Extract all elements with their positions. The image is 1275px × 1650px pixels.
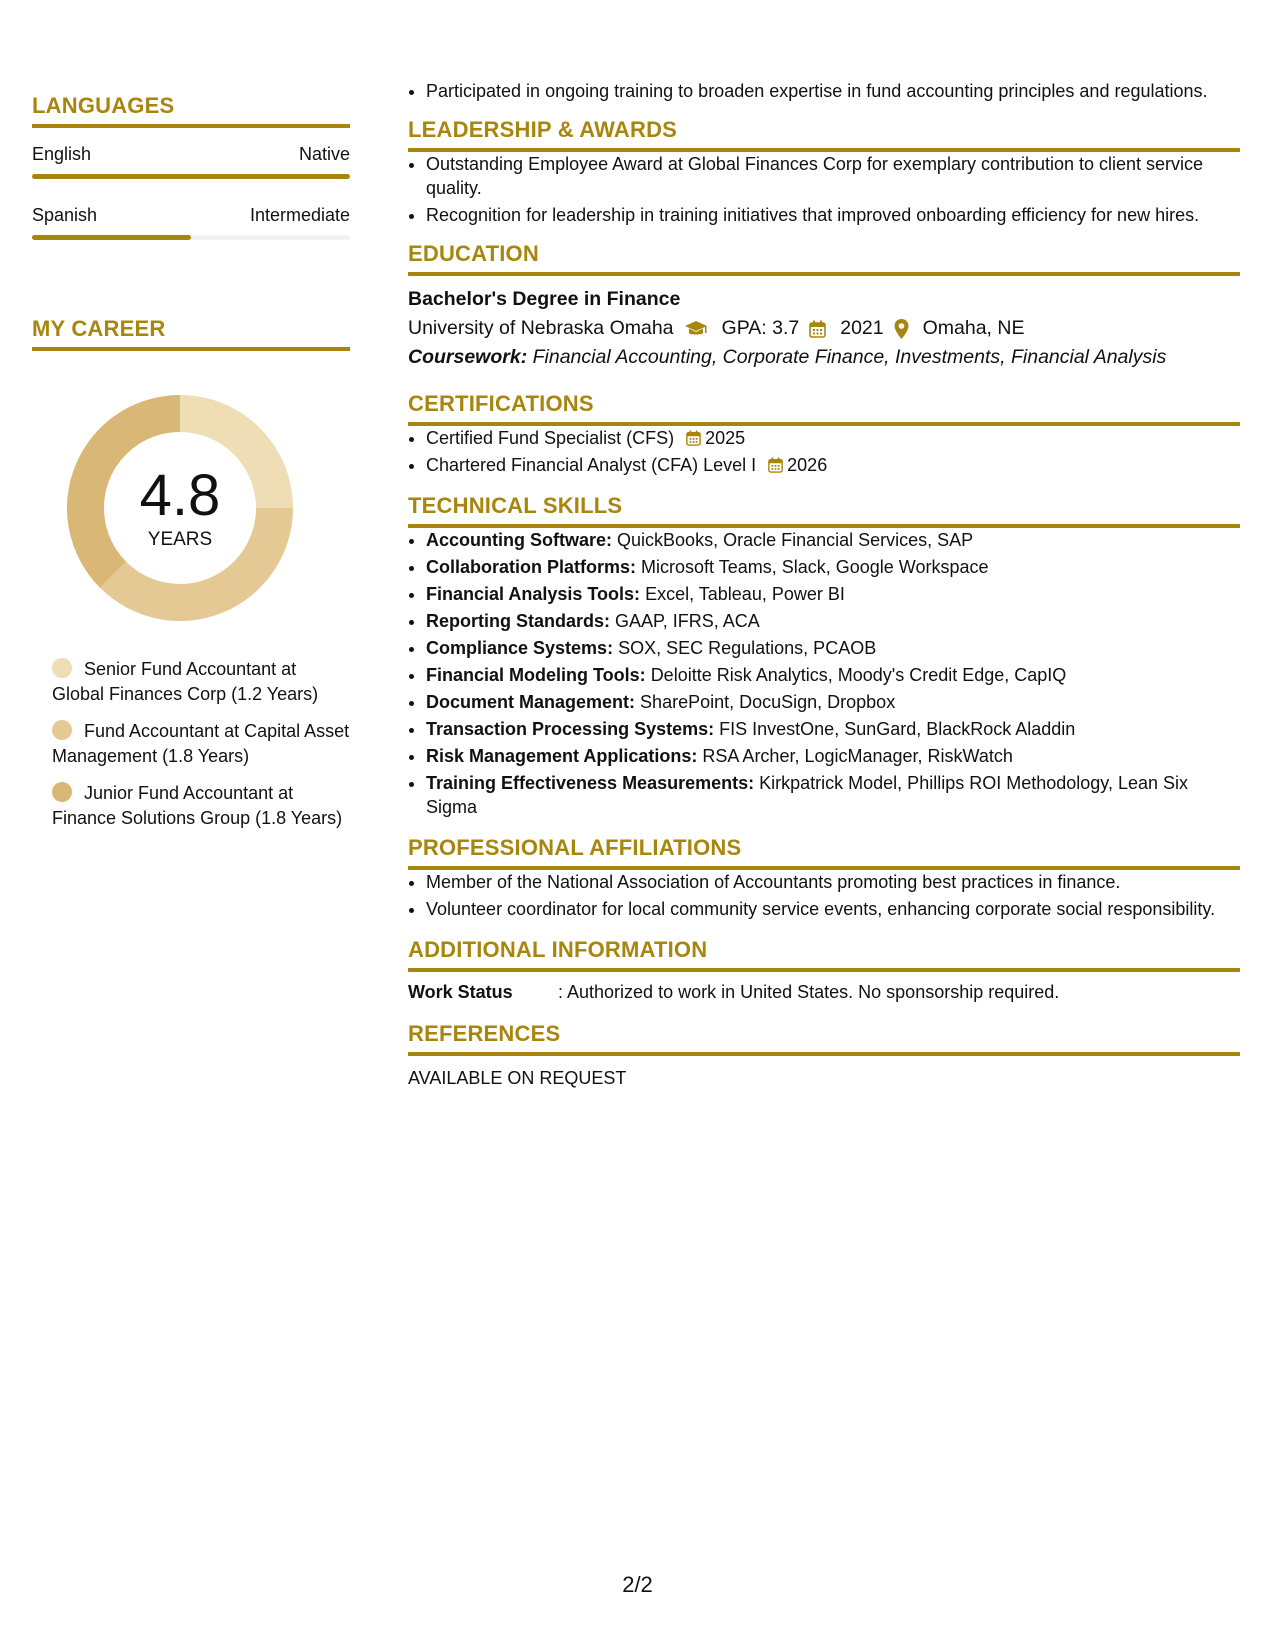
skill-item <box>426 663 1240 687</box>
certification-year: 2026 <box>787 455 828 475</box>
calendar-icon <box>768 457 783 473</box>
work-status-value: : Authorized to work in United States. No sponsorship required. <box>558 982 1060 1002</box>
language-english <box>32 144 350 179</box>
language-name: English <box>32 144 92 164</box>
legend-label: Fund Accountant at Capital Asset Management (1.8 Years) <box>52 721 350 766</box>
legend-label: Senior Fund Accountant at Global Finances Corp (1.2 Years) <box>52 659 319 704</box>
career-total-unit: YEARS <box>147 529 213 550</box>
location-pin-icon <box>894 319 909 339</box>
languages-heading: LANGUAGES <box>32 93 350 128</box>
career-legend <box>52 657 350 831</box>
skill-item <box>426 609 1240 633</box>
skill-label: Transaction Processing Systems: <box>426 719 715 739</box>
skill-item <box>426 636 1240 660</box>
list-item: • Outstanding Employee Award at Global Finances Corp for exemplary contribution to client service quality. <box>426 152 1240 200</box>
calendar-icon <box>686 430 701 446</box>
career-legend-item <box>52 657 350 707</box>
skill-label: Financial Modeling Tools: <box>426 665 646 685</box>
skill-value: SOX, SEC Regulations, PCAOB <box>618 638 877 658</box>
list-item: • Participated in ongoing training to broaden expertise in fund accounting principles and regulations. <box>426 79 1240 103</box>
certification-name: • Chartered Financial Analyst (CFA) Level I <box>426 455 757 475</box>
list-item: • Member of the National Association of Accountants promoting best practices in finance. <box>426 870 1240 894</box>
page-number: 2/2 <box>622 1572 653 1597</box>
school-name: University of Nebraska Omaha <box>408 317 674 339</box>
affiliations-list <box>408 870 1240 921</box>
skill-value: Kirkpatrick Model, Phillips ROI Methodology, Lean Six Sigma <box>426 773 1188 817</box>
work-status-row <box>408 982 1240 1003</box>
references-heading: REFERENCES <box>408 1021 1240 1056</box>
calendar-icon <box>809 320 826 338</box>
skill-value: Microsoft Teams, Slack, Google Workspace <box>641 557 989 577</box>
language-proficiency-fill <box>32 235 191 240</box>
language-level: Native <box>298 144 350 164</box>
education-details <box>408 317 1240 340</box>
skills-list <box>408 528 1240 819</box>
career-total-years: 4.8 <box>139 463 221 528</box>
education-heading: EDUCATION <box>408 241 1240 276</box>
references-text: AVAILABLE ON REQUEST <box>408 1068 627 1088</box>
language-spanish <box>32 205 350 240</box>
career-legend-item <box>52 781 350 831</box>
skill-label: Compliance Systems: <box>426 638 614 658</box>
legend-dot <box>52 782 72 802</box>
certification-item <box>426 453 1240 477</box>
skill-label: Accounting Software: <box>426 530 613 550</box>
skill-item <box>426 690 1240 714</box>
skill-value: SharePoint, DocuSign, Dropbox <box>640 692 896 712</box>
career-legend-item <box>52 719 350 769</box>
career-donut-chart <box>67 395 293 621</box>
coursework-text: Financial Accounting, Corporate Finance, Investments, Financial Analysis <box>532 346 1167 368</box>
coursework-label: Coursework: <box>408 346 528 368</box>
list-item: • Recognition for leadership in training initiatives that improved onboarding efficiency for new hires. <box>426 203 1240 227</box>
language-name: Spanish <box>32 205 98 225</box>
career-heading: MY CAREER <box>32 316 350 351</box>
graduation-year: 2021 <box>840 317 884 339</box>
skill-label: Risk Management Applications: <box>426 746 698 766</box>
leadership-list <box>408 152 1240 227</box>
left-column <box>32 93 350 843</box>
certification-item <box>426 426 1240 450</box>
skill-label: Training Effectiveness Measurements: <box>426 773 755 793</box>
certification-year: 2025 <box>705 428 746 448</box>
certifications-list <box>408 426 1240 477</box>
skill-value: QuickBooks, Oracle Financial Services, SAP <box>617 530 974 550</box>
skill-value: Deloitte Risk Analytics, Moody's Credit Edge, CapIQ <box>650 665 1067 685</box>
leadership-heading: LEADERSHIP & AWARDS <box>408 117 1240 152</box>
skill-item <box>426 771 1240 819</box>
graduation-cap-icon <box>684 320 708 338</box>
school-location: Omaha, NE <box>922 317 1025 339</box>
language-proficiency-bar <box>32 235 350 240</box>
language-proficiency-bar <box>32 174 350 179</box>
language-proficiency-fill <box>32 174 350 179</box>
legend-dot <box>52 720 72 740</box>
experience-continued-list <box>408 79 1240 103</box>
degree-title: Bachelor's Degree in Finance <box>408 288 681 310</box>
skill-value: FIS InvestOne, SunGard, BlackRock Aladdin <box>719 719 1076 739</box>
skill-value: Excel, Tableau, Power BI <box>645 584 845 604</box>
skill-label: Document Management: <box>426 692 636 712</box>
affiliations-heading: PROFESSIONAL AFFILIATIONS <box>408 835 1240 870</box>
language-level: Intermediate <box>249 205 350 225</box>
legend-label: Junior Fund Accountant at Finance Solutions Group (1.8 Years) <box>52 783 343 828</box>
right-column <box>408 79 1240 1089</box>
list-item: • Volunteer coordinator for local community service events, enhancing corporate social responsibility. <box>426 897 1240 921</box>
legend-dot <box>52 658 72 678</box>
skill-label: Reporting Standards: <box>426 611 611 631</box>
skill-item <box>426 528 1240 552</box>
gpa: GPA: 3.7 <box>721 317 800 339</box>
skill-label: Financial Analysis Tools: <box>426 584 641 604</box>
certification-name: • Certified Fund Specialist (CFS) <box>426 428 675 448</box>
skill-value: GAAP, IFRS, ACA <box>615 611 760 631</box>
additional-info-heading: ADDITIONAL INFORMATION <box>408 937 1240 972</box>
skill-label: Collaboration Platforms: <box>426 557 637 577</box>
skill-item <box>426 744 1240 768</box>
certifications-heading: CERTIFICATIONS <box>408 391 1240 426</box>
work-status-label: Work Status <box>408 982 513 1002</box>
skill-value: RSA Archer, LogicManager, RiskWatch <box>702 746 1013 766</box>
technical-skills-heading: TECHNICAL SKILLS <box>408 493 1240 528</box>
skill-item <box>426 717 1240 741</box>
skill-item <box>426 555 1240 579</box>
coursework <box>408 346 1240 369</box>
skill-item <box>426 582 1240 606</box>
